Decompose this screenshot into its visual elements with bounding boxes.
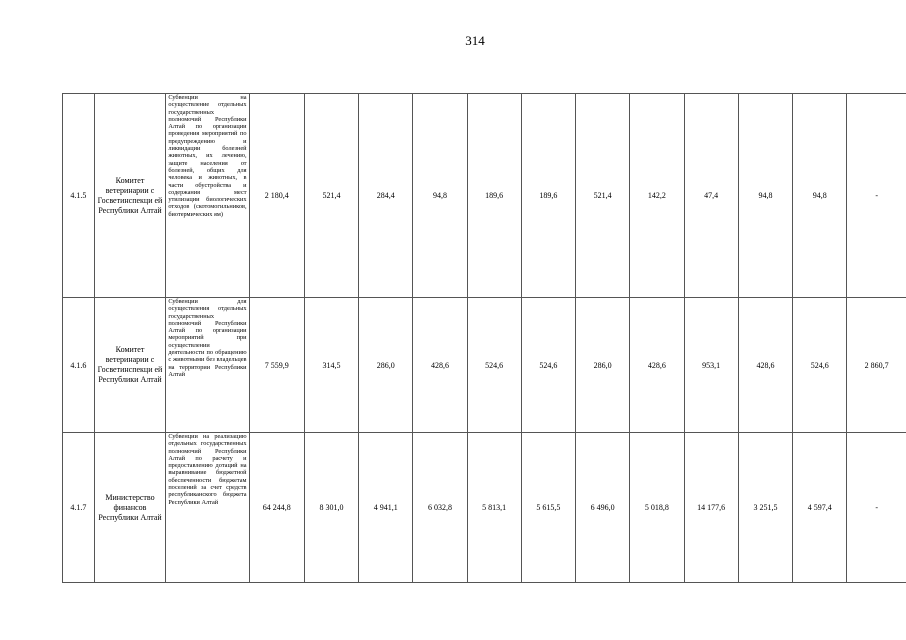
row-value: 428,6: [738, 298, 792, 433]
row-value: 521,4: [304, 94, 358, 298]
row-value: 8 301,0: [304, 433, 358, 583]
row-value: 189,6: [521, 94, 575, 298]
row-description: Субвенции для осуществления отдельных государственных полномочий Республики Алтай по организации мероприятий при осуществлении деятельности по обращению с животными без владельцев на территории Республики Алтай: [166, 298, 249, 433]
row-value: 94,8: [793, 94, 847, 298]
row-value: 14 177,6: [684, 433, 738, 583]
row-value: 142,2: [630, 94, 684, 298]
row-code: 4.1.5: [63, 94, 95, 298]
row-code: 4.1.7: [63, 433, 95, 583]
row-value: 286,0: [576, 298, 630, 433]
row-value: 428,6: [630, 298, 684, 433]
row-value: 521,4: [576, 94, 630, 298]
row-value: 94,8: [738, 94, 792, 298]
row-value: 524,6: [467, 298, 521, 433]
row-total: 2 180,4: [249, 94, 304, 298]
row-value: 4 941,1: [359, 433, 413, 583]
row-value: 314,5: [304, 298, 358, 433]
row-value: 4 597,4: [793, 433, 847, 583]
row-organization: Комитет ветеринарии с Госветинспекци ей Республики Алтай: [94, 94, 166, 298]
row-total: 7 559,9: [249, 298, 304, 433]
table-row: [63, 298, 906, 433]
row-value: 286,0: [359, 298, 413, 433]
row-total: 64 244,8: [249, 433, 304, 583]
budget-table: [62, 93, 906, 583]
row-value: 6 496,0: [576, 433, 630, 583]
row-description: Субвенции на реализацию отдельных государственных полномочий Республики Алтай по расчету и предоставлению дотаций на выравнивание бюджетной обеспеченности бюджетам поселений за счет средств республиканского бюджета Республики Алтай: [166, 433, 249, 583]
row-value: 189,6: [467, 94, 521, 298]
row-value: 524,6: [521, 298, 575, 433]
row-code: 4.1.6: [63, 298, 95, 433]
row-value: 47,4: [684, 94, 738, 298]
row-value: 6 032,8: [413, 433, 467, 583]
row-description: Субвенции на осуществление отдельных государственных полномочий Республики Алтай по организации проведения мероприятий по предупреждению и ликвидации болезней животных, их лечению, защите населения от болезней, общих для человека и животных, в части обустройства и содержания мест утилизации биологических отходов (скотомогильников, биотермических ям): [166, 94, 249, 298]
row-value: 953,1: [684, 298, 738, 433]
row-value: 5 615,5: [521, 433, 575, 583]
row-organization: Министерство финансов Республики Алтай: [94, 433, 166, 583]
row-value: -: [847, 433, 906, 583]
row-value: -: [847, 94, 906, 298]
row-value: 3 251,5: [738, 433, 792, 583]
table-row: [63, 433, 906, 583]
row-value: 524,6: [793, 298, 847, 433]
row-value: 94,8: [413, 94, 467, 298]
table-row: [63, 94, 906, 298]
row-value: 428,6: [413, 298, 467, 433]
row-value: 5 813,1: [467, 433, 521, 583]
row-value: 5 018,8: [630, 433, 684, 583]
row-organization: Комитет ветеринарии с Госветинспекци ей Республики Алтай: [94, 298, 166, 433]
row-value: 2 860,7: [847, 298, 906, 433]
row-value: 284,4: [359, 94, 413, 298]
page-number: 314: [465, 33, 485, 48]
